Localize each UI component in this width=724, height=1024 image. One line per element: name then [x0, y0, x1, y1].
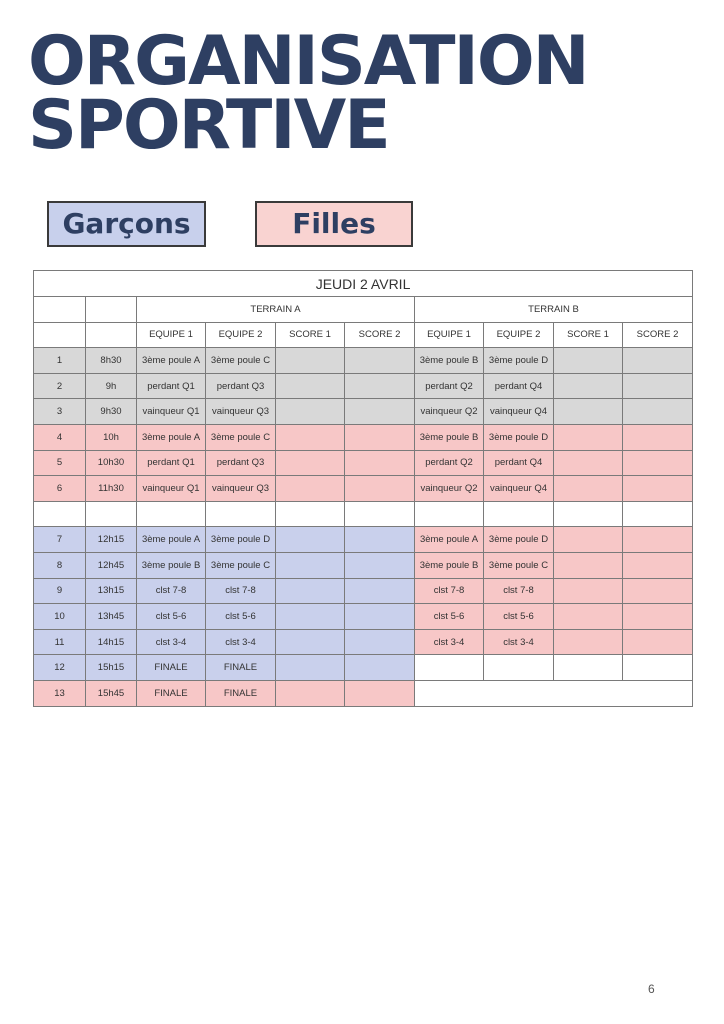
match-time: 10h [86, 424, 137, 450]
page-title [28, 22, 588, 165]
terrain-b-team-1: vainqueur Q2 [415, 476, 484, 502]
table-row [34, 629, 693, 655]
terrain-b-team-2: perdant Q4 [484, 450, 554, 476]
match-time: 10h30 [86, 450, 137, 476]
terrain-a-header: TERRAIN A [137, 297, 415, 323]
terrain-a-score-2[interactable] [345, 604, 415, 630]
terrain-a-team-2: 3ème poule D [206, 527, 276, 553]
terrain-b-score-2[interactable] [623, 527, 693, 553]
terrain-a-team-1: 3ème poule B [137, 552, 206, 578]
terrain-a-team-2: 3ème poule C [206, 552, 276, 578]
separator-row [34, 501, 693, 527]
terrain-b-team-1: perdant Q2 [415, 373, 484, 399]
terrain-b-score-2[interactable] [623, 450, 693, 476]
table-row [34, 424, 693, 450]
match-time: 15h45 [86, 680, 137, 706]
terrain-a-score-2[interactable] [345, 450, 415, 476]
terrain-a-team-1: perdant Q1 [137, 450, 206, 476]
terrain-a-team-1: vainqueur Q1 [137, 399, 206, 425]
terrain-b-score-1[interactable] [554, 373, 623, 399]
terrain-b-team-1: clst 3-4 [415, 629, 484, 655]
terrain-a-team-1: clst 5-6 [137, 604, 206, 630]
table-row [34, 476, 693, 502]
terrain-b-team-2: 3ème poule D [484, 527, 554, 553]
terrain-a-score-2[interactable] [345, 348, 415, 374]
terrain-b-score-1[interactable] [554, 476, 623, 502]
terrain-b-team-2: 3ème poule D [484, 424, 554, 450]
match-number: 11 [34, 629, 86, 655]
table-row [34, 450, 693, 476]
terrain-b-score-1[interactable] [554, 604, 623, 630]
match-number: 5 [34, 450, 86, 476]
terrain-a-team-2: vainqueur Q3 [206, 399, 276, 425]
terrain-a-score-2[interactable] [345, 476, 415, 502]
match-time: 15h15 [86, 655, 137, 681]
terrain-b-score-2[interactable] [623, 399, 693, 425]
terrain-a-score-1[interactable] [276, 680, 345, 706]
terrain-a-team-2: perdant Q3 [206, 450, 276, 476]
terrain-a-score-2[interactable] [345, 399, 415, 425]
match-time: 14h15 [86, 629, 137, 655]
match-time: 12h45 [86, 552, 137, 578]
table-row [34, 604, 693, 630]
column-header: SCORE 1 [276, 322, 345, 348]
table-row [34, 527, 693, 553]
match-time: 13h15 [86, 578, 137, 604]
table-row [34, 399, 693, 425]
terrain-a-score-1[interactable] [276, 655, 345, 681]
terrain-b-header: TERRAIN B [415, 297, 693, 323]
match-number: 13 [34, 680, 86, 706]
terrain-b-score-1[interactable] [554, 527, 623, 553]
match-number: 10 [34, 604, 86, 630]
terrain-a-score-1[interactable] [276, 578, 345, 604]
column-header: EQUIPE 2 [206, 322, 276, 348]
day-title: JEUDI 2 AVRIL [34, 271, 693, 297]
column-header: EQUIPE 1 [415, 322, 484, 348]
terrain-a-team-1: FINALE [137, 680, 206, 706]
column-header-row [34, 322, 693, 348]
terrain-b-score-1[interactable] [554, 578, 623, 604]
terrain-a-score-1[interactable] [276, 348, 345, 374]
match-number: 12 [34, 655, 86, 681]
terrain-b-team-2: clst 7-8 [484, 578, 554, 604]
terrain-a-score-2[interactable] [345, 552, 415, 578]
terrain-a-team-1: 3ème poule A [137, 527, 206, 553]
terrain-b-team-2: vainqueur Q4 [484, 476, 554, 502]
terrain-a-score-1[interactable] [276, 552, 345, 578]
terrain-a-score-2[interactable] [345, 424, 415, 450]
terrain-a-team-1: 3ème poule A [137, 348, 206, 374]
match-number: 7 [34, 527, 86, 553]
table-row [34, 578, 693, 604]
table-row [34, 552, 693, 578]
match-time: 9h30 [86, 399, 137, 425]
terrain-b-team-2: perdant Q4 [484, 373, 554, 399]
terrain-a-team-2: perdant Q3 [206, 373, 276, 399]
terrain-a-team-1: 3ème poule A [137, 424, 206, 450]
terrain-a-team-1: vainqueur Q1 [137, 476, 206, 502]
terrain-row [34, 297, 693, 323]
column-header: SCORE 2 [623, 322, 693, 348]
title-line-1: ORGANISATION [28, 22, 588, 101]
terrain-b-team-1: vainqueur Q2 [415, 399, 484, 425]
terrain-b-score-2[interactable] [623, 552, 693, 578]
terrain-b-team-1 [415, 655, 484, 681]
terrain-a-score-1[interactable] [276, 424, 345, 450]
schedule-table [33, 270, 693, 707]
match-number: 6 [34, 476, 86, 502]
terrain-a-team-1: perdant Q1 [137, 373, 206, 399]
terrain-b-score-1[interactable] [554, 552, 623, 578]
terrain-a-team-2: vainqueur Q3 [206, 476, 276, 502]
table-row [34, 348, 693, 374]
match-number: 1 [34, 348, 86, 374]
terrain-a-score-1[interactable] [276, 373, 345, 399]
terrain-b-team-1: 3ème poule B [415, 552, 484, 578]
terrain-b-team-1: 3ème poule B [415, 348, 484, 374]
table-row [34, 373, 693, 399]
terrain-a-team-2: clst 5-6 [206, 604, 276, 630]
match-time: 11h30 [86, 476, 137, 502]
terrain-b-score-2[interactable] [623, 629, 693, 655]
column-header: SCORE 1 [554, 322, 623, 348]
terrain-b-score-2[interactable] [623, 578, 693, 604]
terrain-b-team-1: clst 5-6 [415, 604, 484, 630]
terrain-b-score-1 [554, 655, 623, 681]
terrain-b-team-1: 3ème poule B [415, 424, 484, 450]
table-row [34, 655, 693, 681]
match-number: 2 [34, 373, 86, 399]
match-number: 4 [34, 424, 86, 450]
terrain-a-team-2: clst 3-4 [206, 629, 276, 655]
terrain-b-team-2: 3ème poule C [484, 552, 554, 578]
terrain-b-team-2: clst 3-4 [484, 629, 554, 655]
terrain-b-score-2 [623, 655, 693, 681]
legend-filles: Filles [255, 201, 413, 247]
terrain-a-score-1[interactable] [276, 476, 345, 502]
terrain-a-score-1[interactable] [276, 604, 345, 630]
terrain-b-empty [415, 680, 693, 706]
terrain-b-team-2: 3ème poule D [484, 348, 554, 374]
terrain-b-team-1: clst 7-8 [415, 578, 484, 604]
terrain-a-team-1: clst 3-4 [137, 629, 206, 655]
column-header: SCORE 2 [345, 322, 415, 348]
terrain-b-score-2[interactable] [623, 604, 693, 630]
legend-garcons: Garçons [47, 201, 206, 247]
match-time: 12h15 [86, 527, 137, 553]
terrain-a-team-2: 3ème poule C [206, 424, 276, 450]
terrain-b-score-1[interactable] [554, 424, 623, 450]
terrain-b-team-1: perdant Q2 [415, 450, 484, 476]
match-number: 9 [34, 578, 86, 604]
match-time: 8h30 [86, 348, 137, 374]
terrain-b-score-2[interactable] [623, 424, 693, 450]
terrain-a-score-2[interactable] [345, 578, 415, 604]
terrain-b-team-2 [484, 655, 554, 681]
terrain-b-team-2: vainqueur Q4 [484, 399, 554, 425]
terrain-b-score-2[interactable] [623, 348, 693, 374]
terrain-a-team-2: clst 7-8 [206, 578, 276, 604]
title-line-2: SPORTIVE [28, 86, 389, 165]
terrain-b-score-1[interactable] [554, 450, 623, 476]
terrain-b-team-1: 3ème poule A [415, 527, 484, 553]
terrain-b-score-1[interactable] [554, 348, 623, 374]
terrain-a-score-2[interactable] [345, 373, 415, 399]
terrain-a-team-2: 3ème poule C [206, 348, 276, 374]
terrain-a-score-1[interactable] [276, 629, 345, 655]
match-time: 13h45 [86, 604, 137, 630]
terrain-b-score-2[interactable] [623, 373, 693, 399]
column-header: EQUIPE 1 [137, 322, 206, 348]
terrain-b-team-2: clst 5-6 [484, 604, 554, 630]
terrain-a-team-1: FINALE [137, 655, 206, 681]
terrain-a-team-2: FINALE [206, 655, 276, 681]
terrain-a-team-1: clst 7-8 [137, 578, 206, 604]
terrain-a-score-2[interactable] [345, 527, 415, 553]
terrain-b-score-1[interactable] [554, 629, 623, 655]
terrain-a-score-1[interactable] [276, 450, 345, 476]
terrain-b-score-2[interactable] [623, 476, 693, 502]
column-header: EQUIPE 2 [484, 322, 554, 348]
terrain-a-score-2[interactable] [345, 655, 415, 681]
terrain-a-score-1[interactable] [276, 399, 345, 425]
match-time: 9h [86, 373, 137, 399]
table-row [34, 680, 693, 706]
match-number: 8 [34, 552, 86, 578]
day-row [34, 271, 693, 297]
terrain-a-score-1[interactable] [276, 527, 345, 553]
terrain-b-score-1[interactable] [554, 399, 623, 425]
match-number: 3 [34, 399, 86, 425]
terrain-a-team-2: FINALE [206, 680, 276, 706]
page-number: 6 [648, 982, 655, 996]
terrain-a-score-2[interactable] [345, 629, 415, 655]
terrain-a-score-2[interactable] [345, 680, 415, 706]
